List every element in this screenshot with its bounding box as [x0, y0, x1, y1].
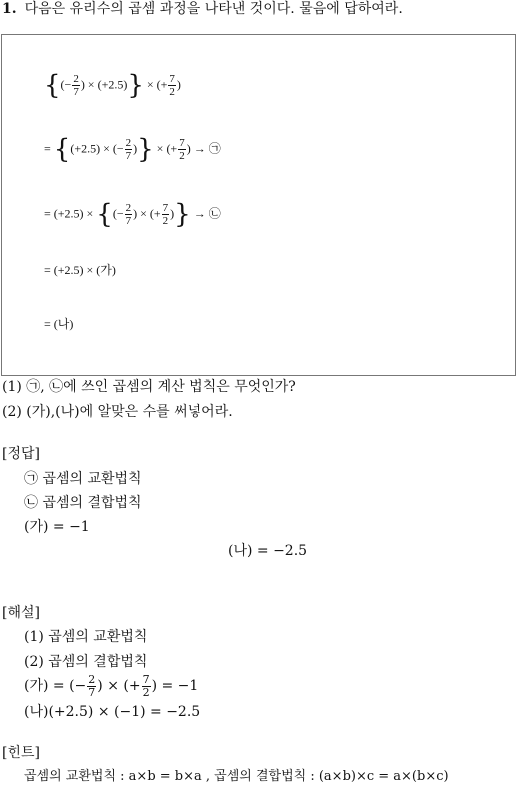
expr-text: → [193, 206, 206, 221]
sub-question-1: (1) ㉠, ㉡에 쓰인 곱셈의 계산 법칙은 무엇인가? [2, 379, 296, 395]
expr-line-5: = (나) [44, 317, 74, 331]
expr-text: ) [176, 77, 181, 92]
left-brace: { [96, 199, 113, 230]
expr-text: (− [112, 206, 124, 221]
explanation-item-1: (1) 곱셈의 교환법칙 [24, 629, 148, 645]
answer-item-3: (가) = −1 [24, 519, 90, 535]
expr-text: (가) = (− [24, 678, 87, 694]
fraction [178, 137, 186, 162]
hint-heading: [힌트] [2, 745, 40, 761]
answer-item-2: ㉡ 곱셈의 결합법칙 [24, 495, 142, 511]
fraction [87, 674, 96, 699]
expr-text: ) = −1 [151, 678, 199, 694]
numerator: 7 [179, 137, 185, 149]
explanation-ga [24, 672, 198, 700]
expr-text: ) [170, 206, 175, 221]
circled-mark: ㉠ [208, 141, 221, 156]
expression-box [1, 34, 516, 376]
expr-text: = [44, 141, 51, 156]
denominator: 7 [125, 215, 132, 227]
expr-text: ) × (+ [97, 678, 141, 694]
denominator: 2 [142, 685, 150, 699]
expr-text: ) × (+ [133, 206, 161, 221]
denominator: 2 [179, 150, 185, 162]
denominator: 7 [125, 150, 132, 162]
expr-line-2 [44, 134, 221, 165]
numerator: 7 [169, 73, 175, 85]
right-brace: } [127, 70, 144, 101]
fraction [125, 202, 133, 227]
question-prompt: 다음은 유리수의 곱셈 과정을 나타낸 것이다. 물음에 답하여라. [24, 1, 403, 17]
expr-text: × (+ [156, 141, 178, 156]
answer-item-1: ㉠ 곱셈의 교환법칙 [24, 471, 142, 487]
fraction [72, 73, 80, 98]
hint-text: 곱셈의 교환법칙 : a×b = b×a , 곱셈의 결합법칙 : (a×b)×c = a×(b×c) [24, 769, 449, 784]
expr-text: (+2.5) × (− [70, 141, 124, 156]
question-number: 1. [2, 1, 17, 17]
numerator: 7 [162, 202, 169, 214]
expr-text: × (+ [146, 77, 168, 92]
expr-line-3 [44, 199, 221, 230]
sub-question-2: (2) (가),(나)에 알맞은 수를 써넣어라. [2, 404, 233, 420]
right-brace: } [174, 199, 191, 230]
expr-line-1 [44, 70, 181, 101]
denominator: 7 [73, 86, 79, 98]
explanation-heading: [해설] [2, 605, 40, 621]
numerator: 2 [88, 672, 96, 686]
expr-text: ) [133, 141, 138, 156]
expr-text: = (+2.5) × [44, 206, 94, 221]
denominator: 2 [169, 86, 175, 98]
numerator: 2 [73, 73, 79, 85]
denominator: 2 [162, 215, 169, 227]
explanation-item-2: (2) 곱셈의 결합법칙 [24, 654, 148, 670]
answer-heading: [정답] [2, 446, 40, 462]
fraction [142, 674, 151, 699]
denominator: 7 [88, 685, 96, 699]
right-brace: } [137, 134, 154, 165]
numerator: 7 [142, 672, 150, 686]
numerator: 2 [125, 202, 132, 214]
fraction [162, 202, 170, 227]
explanation-na: (나)(+2.5) × (−1) = −2.5 [24, 704, 201, 720]
numerator: 2 [125, 137, 132, 149]
question-line [2, 0, 403, 18]
expr-text: ) → [186, 141, 206, 156]
circled-mark: ㉡ [208, 206, 221, 221]
left-brace: { [53, 134, 71, 165]
answer-centered: (나) = −2.5 [228, 543, 308, 559]
left-brace: { [44, 70, 61, 101]
fraction [168, 73, 176, 98]
expr-text: (− [60, 77, 72, 92]
expr-line-4: = (+2.5) × (가) [44, 263, 116, 277]
expr-text: ) × (+2.5) [80, 77, 128, 92]
fraction [125, 137, 133, 162]
